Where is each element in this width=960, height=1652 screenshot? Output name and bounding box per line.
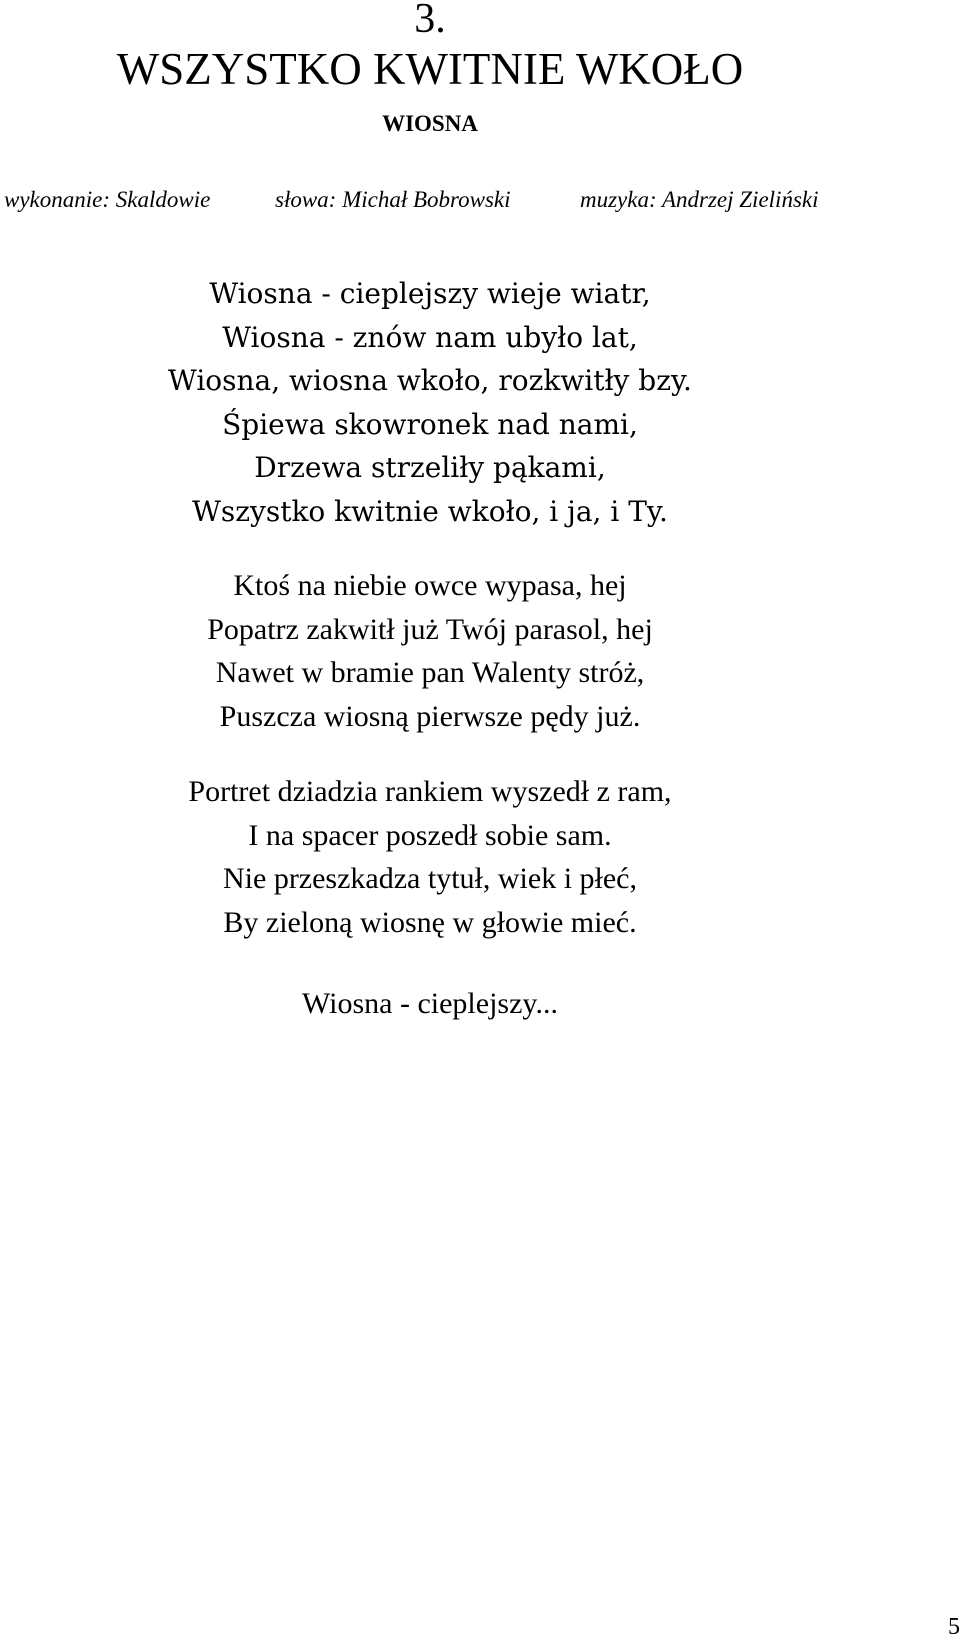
refrain-line: Wiosna - cieplejszy...	[302, 987, 558, 1020]
lyric-line: Nie przeszkadza tytuł, wiek i płeć,	[223, 862, 637, 895]
lyric-line: By zieloną wiosnę w głowie mieć.	[223, 905, 637, 939]
lyric-line: Drzewa strzeliły pąkami,	[254, 451, 606, 484]
credit-music: muzyka: Andrzej Zieliński	[580, 187, 819, 212]
lyric-line: Puszcza wiosną pierwsze pędy już.	[219, 699, 641, 733]
lyric-line: Wiosna - cieplejszy wieje wiatr,	[209, 277, 651, 310]
lyric-line: Ktoś na niebie owce wypasa, hej	[233, 569, 627, 602]
credit-performer: wykonanie: Skaldowie	[4, 187, 211, 212]
stanza-2	[0, 564, 860, 738]
page-number: 5	[948, 1614, 960, 1640]
lyric-line: I na spacer poszedł sobie sam.	[248, 818, 612, 852]
stanza-3	[0, 770, 860, 944]
lyric-line: Wiosna - znów nam ubyło lat,	[222, 320, 638, 354]
stanza-1	[0, 272, 860, 533]
credit-lyrics: słowa: Michał Bobrowski	[275, 187, 511, 212]
chapter-number: 3.	[414, 0, 446, 42]
section-title: WIOSNA	[382, 111, 478, 136]
lyric-line: Nawet w bramie pan Walenty stróż,	[215, 656, 645, 689]
lyric-line: Wszystko kwitnie wkoło, i ja, i Ty.	[192, 494, 668, 528]
lyric-line: Śpiewa skowronek nad nami,	[222, 407, 638, 441]
lyric-line: Portret dziadzia rankiem wyszedł z ram,	[188, 775, 672, 808]
lyric-line: Wiosna, wiosna wkoło, rozkwitły bzy.	[168, 364, 692, 397]
lyric-line: Popatrz zakwitł już Twój parasol, hej	[207, 612, 653, 646]
song-title: WSZYSTKO KWITNIE WKOŁO	[116, 44, 744, 94]
